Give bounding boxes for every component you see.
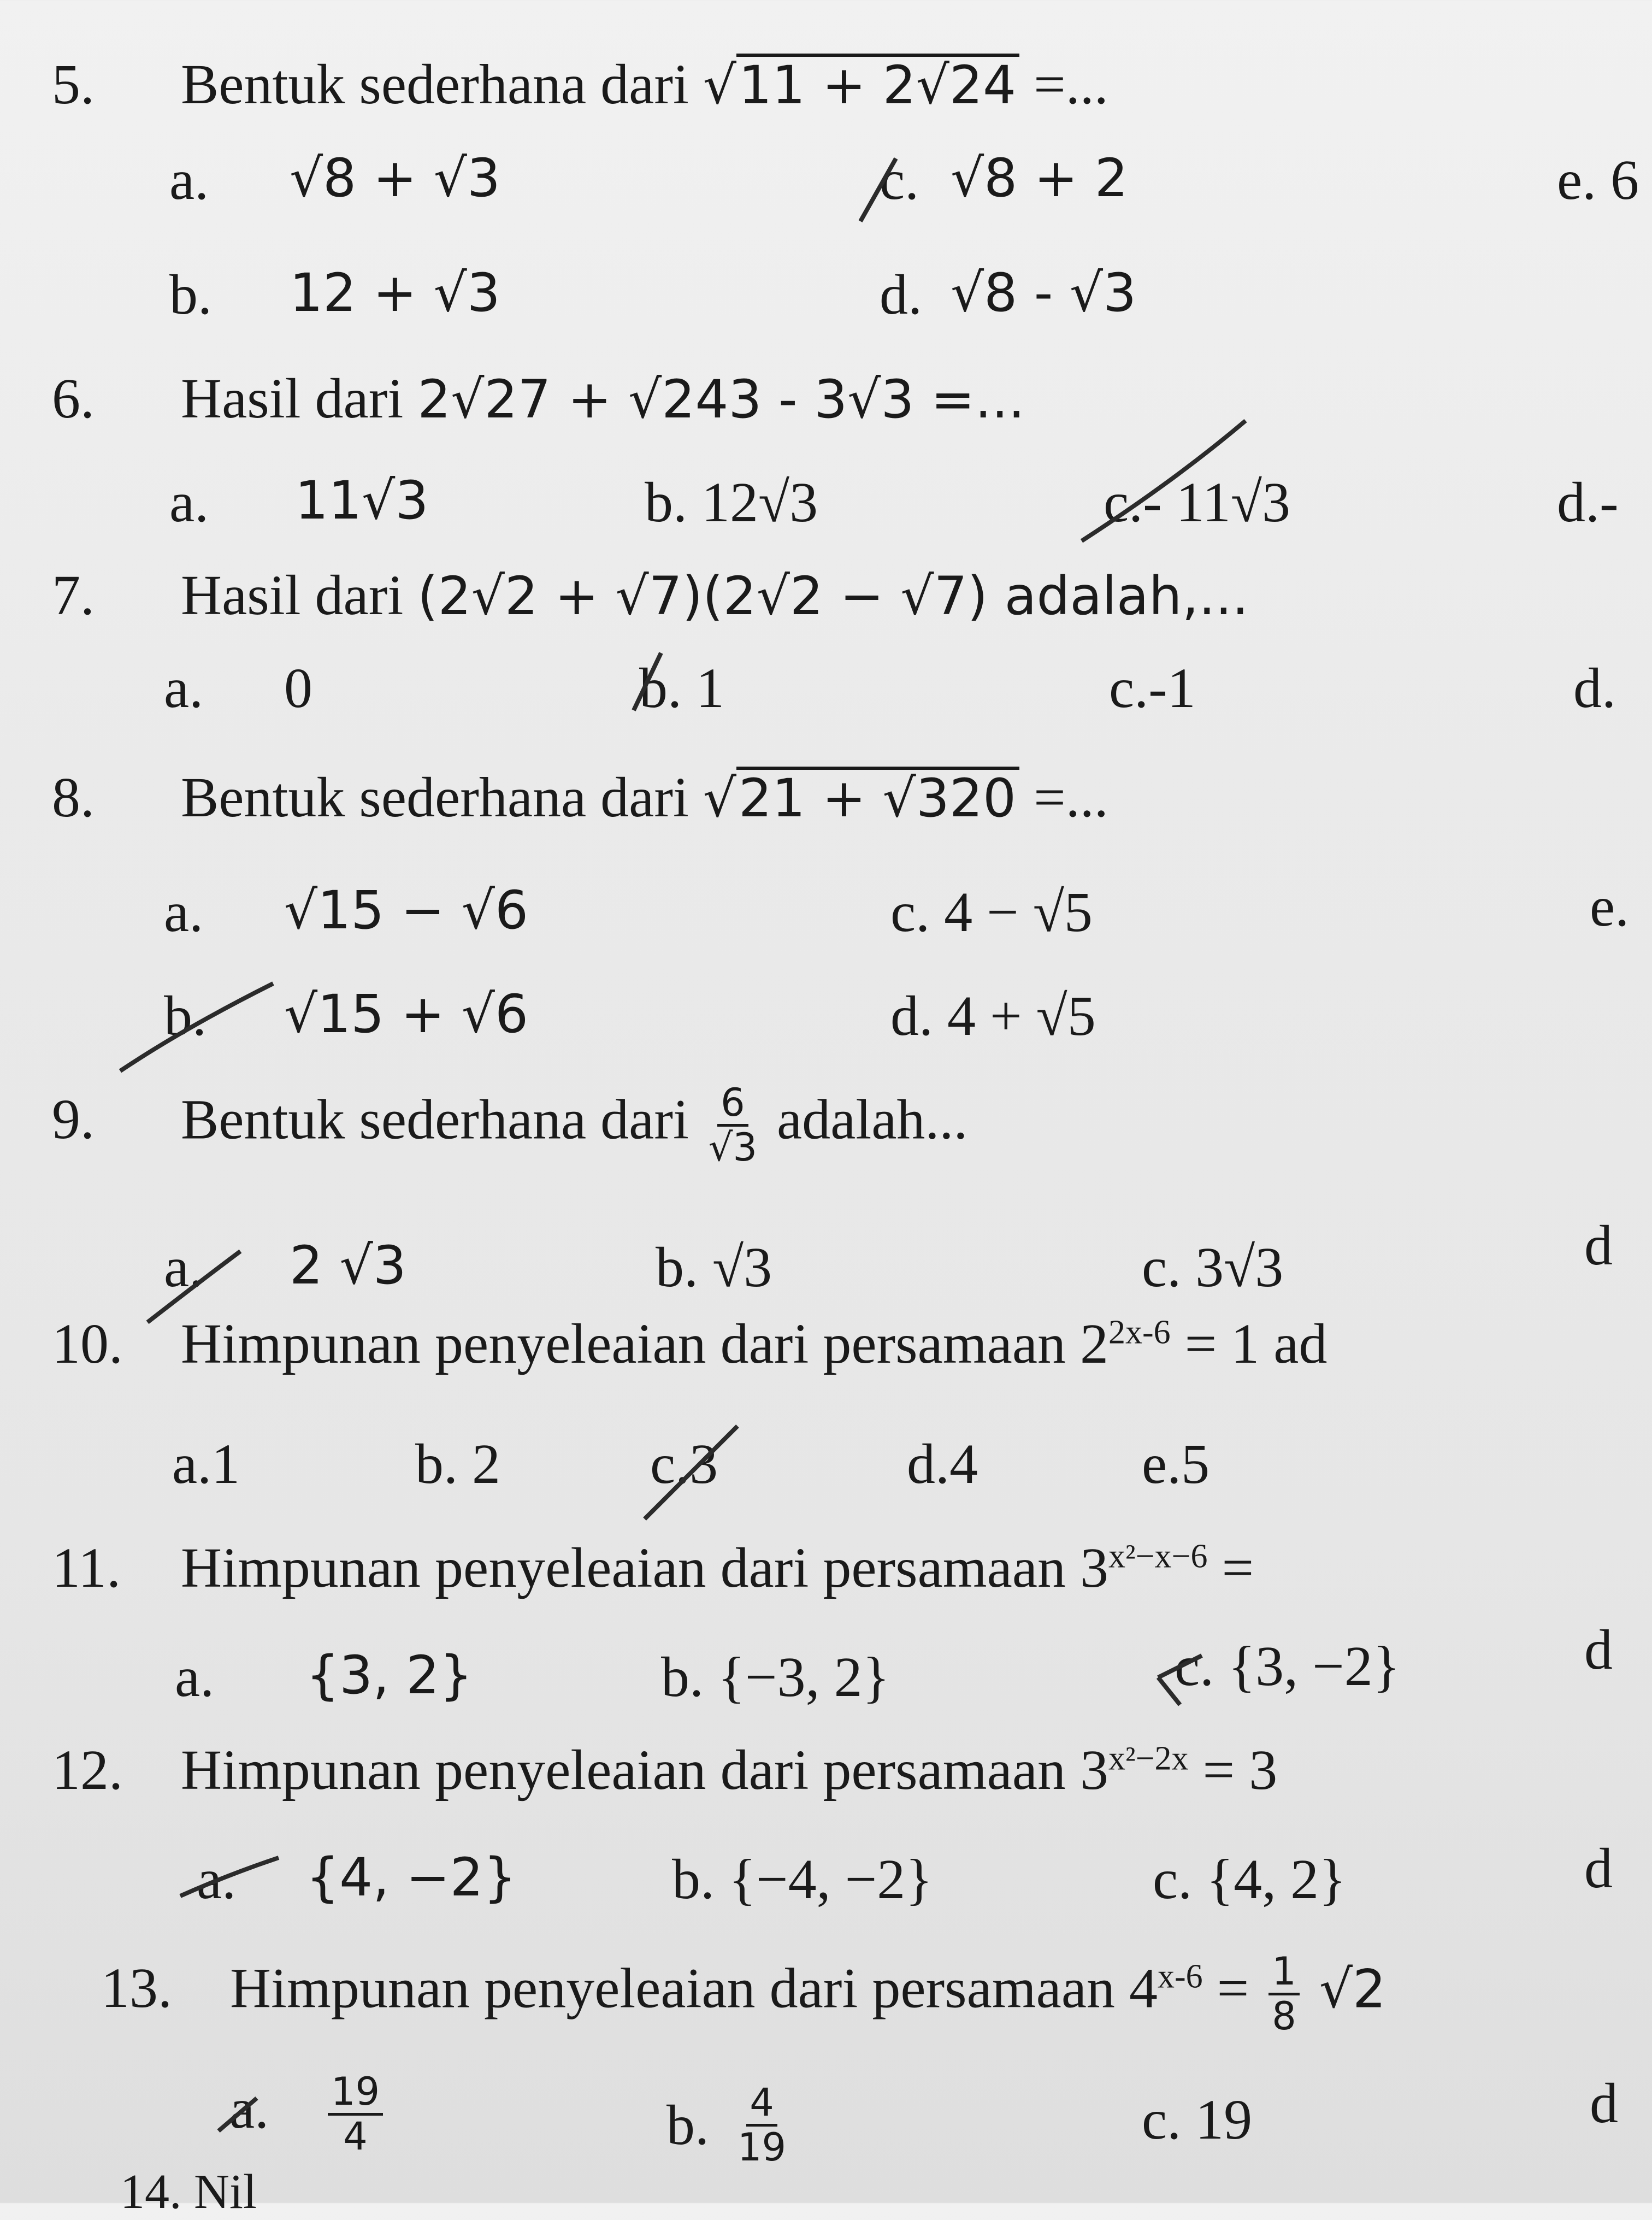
- pen-mark-q12: [180, 1858, 279, 1896]
- equation-base: 3: [1079, 1536, 1108, 1599]
- option-d: d: [1584, 1837, 1613, 1900]
- option-b: b. 2: [415, 1433, 500, 1495]
- option-c: c.- 11√3: [1104, 471, 1291, 534]
- option-d: d. 4 + √5: [890, 985, 1096, 1047]
- fraction-numerator: 19: [328, 2071, 383, 2116]
- question-number: 8.: [52, 766, 95, 829]
- option-c: c.-1: [1109, 657, 1196, 720]
- option-c: c.3: [650, 1433, 718, 1495]
- pen-mark-q6: [1082, 421, 1246, 541]
- option-b-value: 12 + √3: [290, 262, 500, 323]
- option-b: b. 1: [639, 657, 724, 720]
- option-d: d: [1584, 1618, 1613, 1681]
- question-suffix: adalah...: [777, 1088, 968, 1151]
- option-d: d: [1584, 1214, 1613, 1277]
- option-b-label: b.: [164, 985, 206, 1047]
- question-expression: (2√2 + √7)(2√2 − √7) adalah,...: [417, 566, 1249, 627]
- question-suffix: = 1 ad: [1184, 1312, 1328, 1375]
- radicand: 21 + √320: [736, 767, 1019, 825]
- fraction-numerator: 1: [1268, 1951, 1300, 1995]
- equation-exponent: 2x-6: [1108, 1314, 1171, 1351]
- question-expression: 2√27 + √243 - 3√3 =...: [417, 369, 1025, 430]
- fraction-denominator: 19: [738, 2125, 787, 2170]
- option-d-value: √8 - √3: [951, 262, 1137, 323]
- option-e: e.: [1590, 875, 1630, 938]
- equation-base: 2: [1079, 1312, 1108, 1375]
- option-d-label: d.: [880, 263, 922, 326]
- question-text: Himpunan penyeleaian dari persamaan: [181, 1739, 1066, 1801]
- question-suffix: =: [1222, 1536, 1254, 1599]
- fraction-denominator: 8: [1272, 1994, 1296, 2039]
- option-a-label: a.: [175, 1646, 215, 1709]
- option-a-label: a.: [229, 2077, 269, 2140]
- question-suffix: =: [1217, 1957, 1249, 2020]
- footer-fragment: 14. Nil: [120, 2165, 257, 2219]
- equation-exponent: x²−2x: [1108, 1740, 1189, 1777]
- option-a-label: a.: [197, 1848, 237, 1911]
- radicand: 11 + 2√24: [736, 54, 1019, 111]
- option-d: d: [1590, 2072, 1618, 2135]
- question-number: 11.: [52, 1536, 121, 1599]
- option-c: c. 4 − √5: [890, 881, 1093, 944]
- fraction-numerator: 4: [746, 2082, 777, 2127]
- question-number: 7.: [52, 564, 95, 627]
- option-b: b. 12√3: [645, 471, 818, 534]
- question-number: 6.: [52, 367, 95, 430]
- option-a-label: a.: [164, 657, 204, 720]
- option-a-value: 11√3: [295, 470, 429, 531]
- option-a-label: a.: [169, 471, 209, 534]
- question-text: Himpunan penyeleaian dari persamaan: [181, 1536, 1066, 1599]
- pen-mark-q11: [1158, 1656, 1202, 1705]
- question-number: 13.: [101, 1957, 172, 2020]
- option-b: b. {−4, −2}: [672, 1848, 933, 1911]
- option-a: a.1: [172, 1433, 240, 1495]
- equation-base: 4: [1129, 1957, 1158, 2020]
- option-c: c. 3√3: [1142, 1236, 1284, 1299]
- equation-base: 3: [1079, 1739, 1108, 1801]
- question-text: Himpunan penyeleaian dari persamaan: [230, 1957, 1115, 2020]
- fraction-denominator: √3: [708, 1125, 757, 1170]
- rhs-root: √2: [1319, 1958, 1386, 2020]
- pen-mark-q7: [634, 653, 661, 710]
- option-a-value: {4, −2}: [306, 1847, 517, 1908]
- question-expression: √21 + √320: [703, 768, 1019, 829]
- option-d: d.4: [907, 1433, 978, 1495]
- option-a-value: {3, 2}: [306, 1645, 473, 1706]
- option-b-label: b.: [169, 263, 212, 326]
- question-text: Bentuk sederhana dari: [181, 1088, 689, 1151]
- question-number: 5.: [52, 53, 95, 116]
- pen-mark-q5: [860, 158, 896, 221]
- question-text: Hasil dari: [181, 367, 404, 430]
- option-c-label: c.: [880, 149, 919, 211]
- question-text: Himpunan penyeleaian dari persamaan: [181, 1312, 1066, 1375]
- question-number: 10.: [52, 1312, 123, 1375]
- option-b: b. √3: [656, 1236, 772, 1299]
- pen-mark-q13: [219, 2098, 257, 2131]
- question-number: 12.: [52, 1739, 123, 1801]
- option-c: c. {4, 2}: [1153, 1848, 1346, 1911]
- fraction-denominator: 4: [343, 2114, 368, 2159]
- option-a-label: a.: [164, 881, 204, 944]
- option-c-value: √8 + 2: [951, 148, 1128, 209]
- option-c: c. {3, −2}: [1175, 1635, 1400, 1698]
- option-c: c. 19: [1142, 2088, 1253, 2151]
- pen-mark-q10: [645, 1426, 738, 1519]
- option-b: b. {−3, 2}: [661, 1646, 890, 1709]
- option-e: e. 6: [1557, 149, 1639, 211]
- question-text: Hasil dari: [181, 564, 404, 627]
- option-a-label: a.: [169, 149, 209, 211]
- option-a-value: 2 √3: [290, 1235, 406, 1296]
- question-suffix: =...: [1034, 766, 1108, 829]
- option-a-value: √8 + √3: [290, 148, 500, 209]
- equation-exponent: x²−x−6: [1108, 1538, 1208, 1575]
- question-text: Bentuk sederhana dari: [181, 53, 689, 116]
- option-e: e.5: [1142, 1433, 1210, 1495]
- pen-mark-q8: [120, 984, 273, 1071]
- equation-exponent: x-6: [1157, 1958, 1203, 1995]
- option-d: d.: [1573, 657, 1616, 720]
- fraction-numerator: 6: [717, 1082, 748, 1127]
- option-a-label: a.: [164, 1236, 204, 1299]
- question-suffix: =...: [1034, 53, 1108, 116]
- option-d: d.-: [1557, 471, 1619, 534]
- option-b-value: √15 + √6: [284, 984, 529, 1045]
- question-expression: √11 + 2√24: [703, 55, 1019, 116]
- option-a-value: √15 − √6: [284, 880, 529, 941]
- question-number: 9.: [52, 1088, 95, 1151]
- pen-mark-q9: [148, 1251, 240, 1322]
- question-suffix: = 3: [1202, 1739, 1278, 1801]
- option-b-label: b.: [666, 2094, 709, 2157]
- option-a-value: 0: [284, 657, 312, 720]
- question-text: Bentuk sederhana dari: [181, 766, 689, 829]
